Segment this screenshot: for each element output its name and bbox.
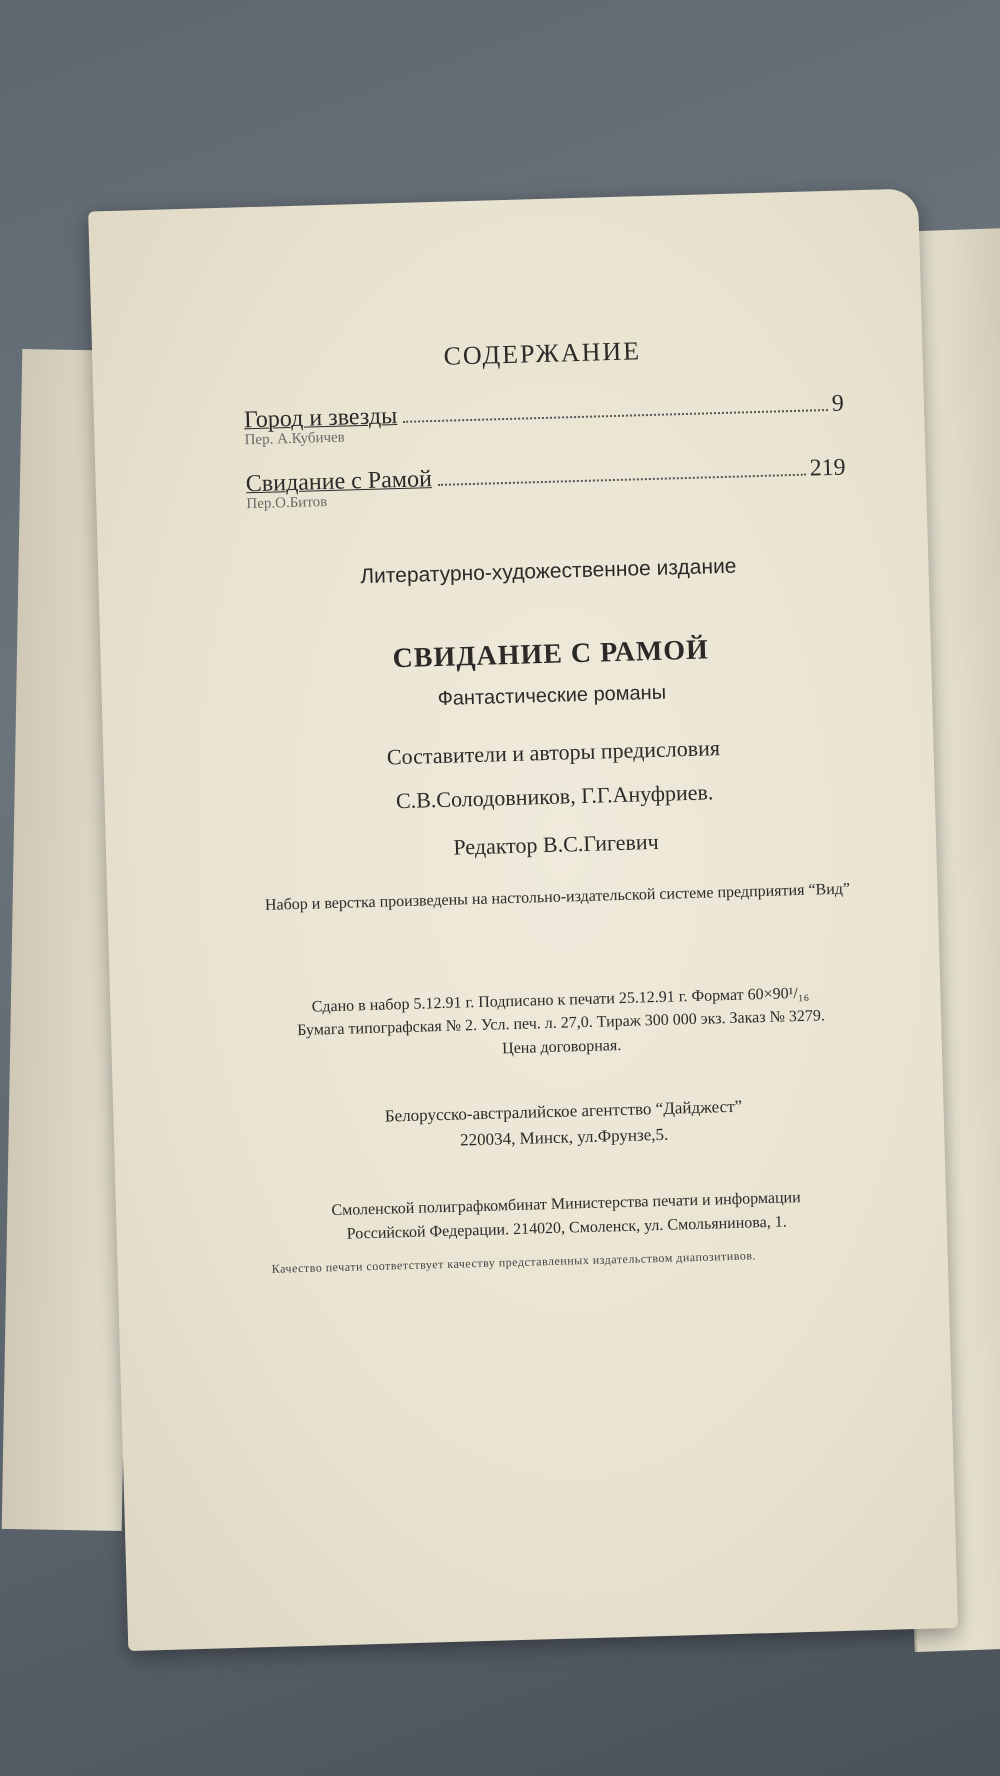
printer-line: Смоленской полиграфкомбинат Министерства печати и информации — [331, 1189, 801, 1220]
imprint-line: Цена договорная. — [501, 1036, 622, 1057]
book-title: СВИДАНИЕ С РАМОЙ — [392, 634, 710, 675]
toc-entry-page: 219 — [809, 454, 846, 482]
imprint-line: Сдано в набор 5.12.91 г. Подписано к печати 25.12.91 г. Формат 60×90¹/₁₆ — [311, 984, 810, 1016]
quality-note: Качество печати соответствует качеству представленных издательством диапозитивов. — [271, 1248, 757, 1276]
compilers-names: С.В.Солодовников, Г.Г.Ануфриев. — [395, 779, 714, 814]
compilers-label: Составители и авторы предисловия — [386, 735, 721, 770]
imprint-block — [260, 981, 862, 1067]
printer-line: Российской Федерации. 214020, Смоленск, ул. Смольянинова, 1. — [346, 1213, 787, 1243]
printer-block — [266, 1185, 867, 1248]
agency-name: Белорусско-австралийское агентство “Дайджест” — [384, 1096, 743, 1126]
book-page — [88, 188, 958, 1651]
toc-entry-page: 9 — [831, 390, 845, 417]
toc-entry-translator: Пер. А.Кубичев — [244, 429, 345, 449]
toc-entry — [245, 455, 846, 514]
imprint-line: Бумага типографская № 2. Усл. печ. л. 27,0. Тираж 300 000 экз. Заказ № 3279. — [296, 1007, 826, 1040]
genre-line: Литературно-художественное издание — [360, 554, 737, 589]
agency-block — [263, 1090, 864, 1159]
toc-entry-title: Свидание с Рамой — [245, 466, 433, 498]
editor-line: Редактор В.С.Гигевич — [453, 828, 659, 860]
toc-entry-title: Город и звезды — [243, 403, 398, 434]
typeset-note: Набор и верстка произведены на настольно-издательской системе предприятия “Вид” — [264, 880, 851, 914]
toc-entry-translator: Пер.О.Битов — [246, 494, 328, 513]
agency-address: 220034, Минск, ул.Фрунзе,5. — [459, 1124, 669, 1150]
toc-title: СОДЕРЖАНИЕ — [443, 336, 642, 371]
book-subtitle: Фантастические романы — [437, 681, 667, 711]
page-content — [242, 331, 868, 1277]
toc-entry — [244, 391, 845, 450]
